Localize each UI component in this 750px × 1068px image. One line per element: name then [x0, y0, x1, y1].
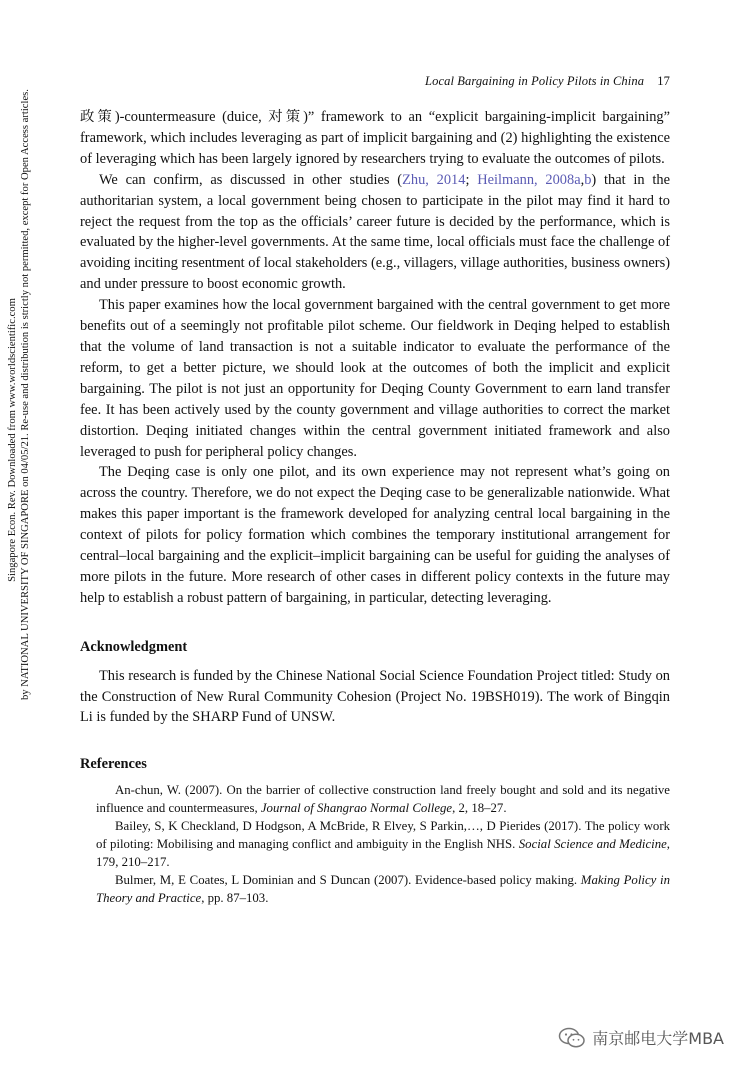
paragraph-2	[80, 170, 670, 295]
reference-text: , pp. 87–103.	[201, 891, 269, 906]
page-number: 17	[657, 74, 670, 88]
running-head-title: Local Bargaining in Policy Pilots in China	[425, 74, 645, 88]
side-note-line-1: Singapore Econ. Rev. Downloaded from www.worldscientific.com	[7, 298, 18, 582]
download-side-note	[0, 0, 34, 1068]
watermark	[558, 1026, 724, 1049]
paragraph-1: 政策)-countermeasure (duice, 对策)” framework to an “explicit bargaining-implicit bargaining” framework, which includes leveraging as part of implicit bargaining and (2) highlighting the existence of leveraging which has been largely ignored by researchers trying to evaluate the outcomes of pilots.	[80, 109, 670, 167]
citation-link-heilmann-2008a[interactable]: Heilmann, 2008a	[477, 171, 581, 188]
paragraph-2-text-a: We can confirm, as discussed in other studies (	[99, 171, 403, 188]
citation-separator: ,	[580, 171, 585, 188]
reference-item	[80, 817, 670, 871]
citation-separator: ;	[465, 171, 478, 188]
citation-link-heilmann-2008b[interactable]: b	[584, 171, 592, 188]
page-body	[80, 107, 670, 907]
reference-journal: Social Science and Medicine	[518, 837, 667, 852]
reference-journal: Journal of Shangrao Normal College	[260, 801, 453, 816]
acknowledgment-heading: Acknowledgment	[80, 638, 188, 655]
references-heading: References	[80, 756, 147, 773]
paragraph-2-text-b: ) that in the authoritarian system, a local government being chosen to participate in the pilot may find it hard to reject the request from the top as the officials’ career future is decided by the performance, which is evaluated by the higher-level governments. At the same time, local officials must face the challenge of avoiding inciting resentment of local stakeholders (e.g., villagers, village authorities, business owners) and under pressure to boost economic growth.	[80, 171, 670, 293]
citation-link-zhu-2014[interactable]: Zhu, 2014	[402, 171, 466, 188]
reference-text: Bailey, S, K Checkland, D Hodgson, A McBride, R Elvey, S Parkin,…, D Pierides (2017). The policy work of piloting: Mobilising and managing conflict and ambiguity in the English NHS.	[96, 819, 670, 852]
references-section	[80, 754, 670, 907]
acknowledgment-text: This research is funded by the Chinese National Social Science Foundation Project titled: Study on the Construction of New Rural Community Cohesion (Project No. 19BSH019). The work of Bingqin Li is funded by the SHARP Fund of UNSW.	[80, 667, 670, 726]
running-head	[425, 74, 670, 89]
reference-journal: Making Policy in Theory and Practice	[96, 873, 670, 906]
reference-item	[80, 871, 670, 907]
paragraph-3: This paper examines how the local government bargained with the central government to get more benefits out of a seemingly not profitable pilot scheme. Our fieldwork in Deqing helped to establish that the volume of land transaction is not a suitable indicator to evaluate the performance of the reform, to get a better picture, we should look at the outcomes of both the implicit and explicit bargaining. The pilot is not just an opportunity for Deqing County Government to earn land transfer fee. It has been actively used by the county government and village authorities to correct the market distortion. Deqing initiated changes within the central government initiated framework and also leveraged to push for peripheral policy changes.	[80, 297, 670, 460]
reference-text: , 2, 18–27.	[452, 801, 507, 816]
reference-text: An-chun, W. (2007). On the barrier of collective construction land freely bought and sold and its negative influence and countermeasures,	[96, 783, 670, 816]
watermark-text: 南京邮电大学MBA	[592, 1029, 724, 1048]
side-note-line-2: by NATIONAL UNIVERSITY OF SINGAPORE on 04/05/21. Re-use and distribution is strictly not permitted, except for Open Access articles.	[19, 89, 31, 700]
wechat-icon	[558, 1027, 586, 1049]
paragraph-4: The Deqing case is only one pilot, and its own experience may not represent what’s going on across the country. Therefore, we do not expect the Deqing case to be generalizable nationwide. What makes this paper important is the framework developed for analyzing central local bargaining in the context of pilots for policy formation which combines the temporary institutional arrangement for central–local bargaining and the explicit–implicit bargaining can be useful for guiding the analyses of more pilots in the future. More research of other cases in different policy contexts in the future may help to establish a robust pattern of bargaining, in particular, detecting leveraging.	[80, 464, 670, 606]
reference-text: Bulmer, M, E Coates, L Dominian and S Duncan (2007). Evidence-based policy making.	[115, 873, 581, 888]
reference-item	[80, 781, 670, 817]
reference-text: , 179, 210–217.	[96, 837, 670, 870]
